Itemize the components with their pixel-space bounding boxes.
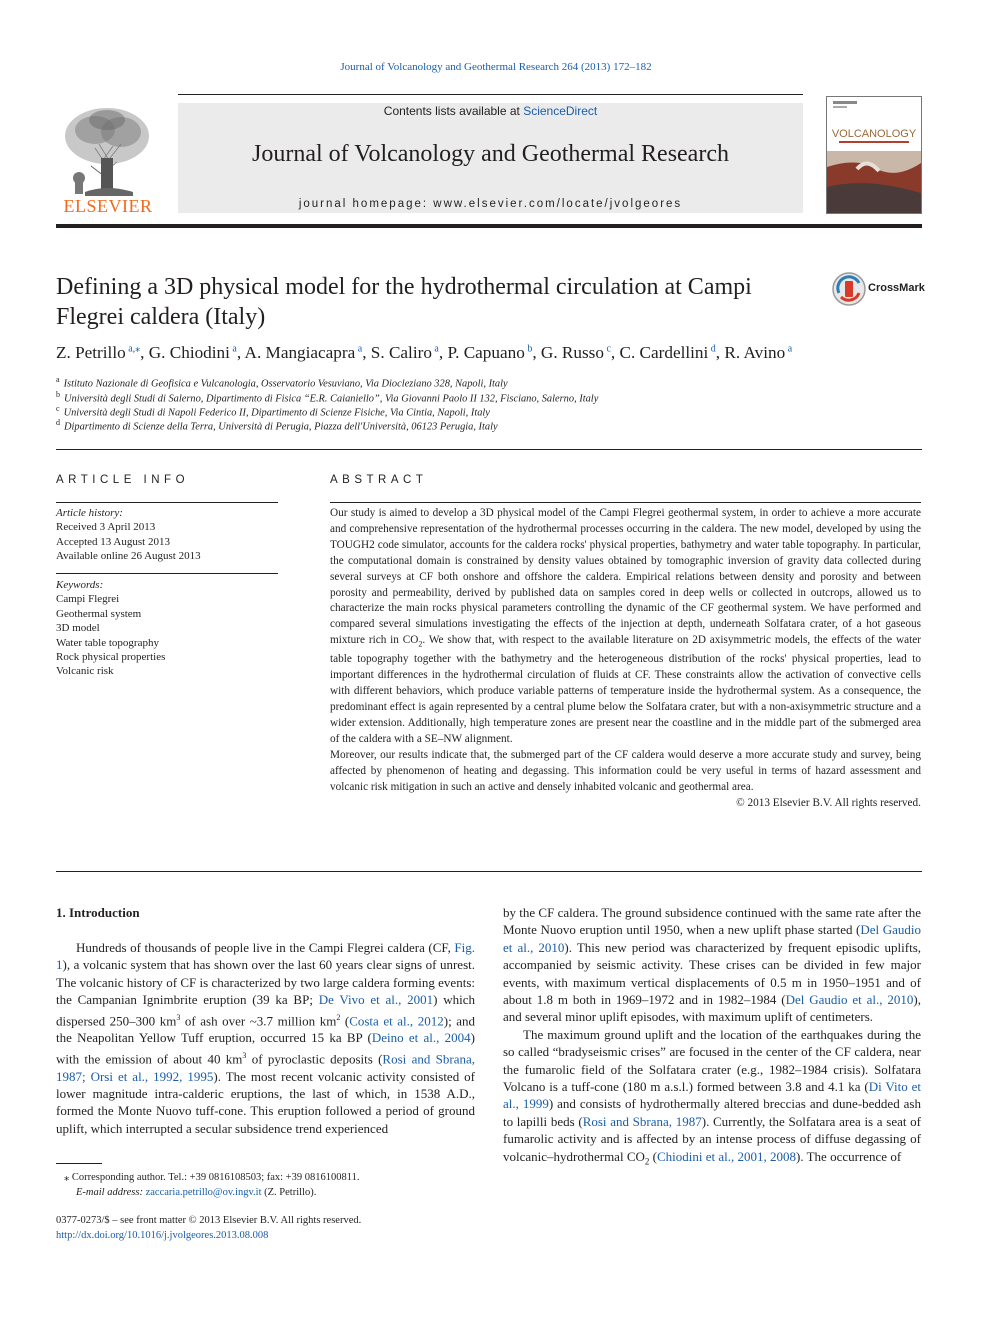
author-separator: ,: [140, 343, 149, 362]
text-run: (: [649, 1148, 657, 1164]
author-affiliation-marker[interactable]: c: [603, 343, 611, 355]
abstract-heading: ABSTRACT: [330, 474, 428, 486]
article-history: [56, 506, 278, 564]
keyword: Rock physical properties: [56, 651, 166, 664]
email-label: E-mail address:: [76, 1187, 146, 1198]
email-link[interactable]: zaccaria.petrillo@ov.ingv.it: [145, 1187, 262, 1198]
author-name: G. Russo: [540, 343, 604, 362]
affiliation-c: [56, 404, 926, 418]
citation-link[interactable]: Del Gaudio et al., 2010: [503, 922, 921, 955]
citation-link[interactable]: De Vivo et al., 2001: [318, 992, 434, 1008]
superscript: 2: [336, 1012, 341, 1022]
affiliation-text: Università degli Studi di Salerno, Dipartimento di Fisica “E.R. Caianiello”, Via Giovanni Paolo II 132, Fisciano, Salerno, Italy: [64, 393, 599, 405]
homepage-prefix: journal homepage:: [298, 198, 434, 210]
author-affiliation-marker[interactable]: b: [524, 343, 533, 355]
article-info-heading: ARTICLE INFO: [56, 474, 190, 486]
affiliation-text: Istituto Nazionale di Geofisica e Vulcanologia, Osservatorio Vesuviano, Via Diocleziano 328, Napoli, Italy: [63, 378, 508, 390]
author-separator: ,: [362, 343, 371, 362]
keyword: Water table topography: [56, 636, 159, 649]
affiliation-text: Università degli Studi di Napoli Federico II, Dipartimento di Scienze Fisiche, Via Cintia, Napoli, Italy: [63, 407, 490, 419]
crossmark-label: CrossMark: [868, 282, 925, 294]
citation-link[interactable]: Rosi and Sbrana, 1987: [582, 1113, 702, 1129]
subscript: 2: [644, 1156, 650, 1167]
author-affiliation-marker[interactable]: a: [355, 343, 363, 355]
abstract-text-b: . We show that, with respect to the available literature on 2D axisymmetric models, the effects of the water table topography together with the bathymetry and the heterogeneous distribution of the rocks' physical properties, lead to important differences in the hydrothermal circulation of fluids at CF. These constraints allow the activation of convective cells with different behaviors, which produce variable patterns of temperature inside the hydrothermal system. As a consequence, the predominant effect is again represented by a central plume below the Solfatara crater, but with a non-axisymmetric structure and a wider extension. Additionally, high temperature zones are present near the coastline and in the middle part of the submerged area of the caldera with a SE–NW alignment.: [330, 634, 921, 745]
abstract-body: [330, 506, 921, 811]
text-run: ). The occurrence of: [796, 1148, 902, 1164]
affiliation-key: c: [56, 404, 60, 413]
text-run: of pyroclastic deposits (: [246, 1051, 383, 1067]
intro-paragraph: [503, 1026, 921, 1171]
intro-paragraph: [503, 904, 921, 1026]
keyword: Volcanic risk: [56, 665, 114, 678]
citation-link[interactable]: Di Vito et al., 1999: [503, 1079, 921, 1112]
cover-image: [827, 97, 921, 213]
author-name: R. Avino: [724, 343, 786, 362]
text-run: ). Currently, the Solfatara area is a seat of fumarolic activity and is affected by an intense process of diffuse degassing of volcanic–hydrothermal CO: [503, 1113, 922, 1164]
email-suffix: (Z. Petrillo).: [261, 1187, 317, 1198]
author-name: Z. Petrillo: [56, 343, 126, 362]
intro-left-column: [56, 939, 475, 1137]
email-line: [64, 1185, 484, 1200]
affiliation-key: a: [56, 375, 60, 384]
elsevier-wordmark: ELSEVIER: [63, 196, 153, 216]
history-online: Available online 26 August 2013: [56, 550, 201, 563]
superscript: 3: [242, 1050, 247, 1060]
citation-link[interactable]: Deino et al., 2004: [371, 1030, 471, 1046]
cover-title: VOLCANOLOGY: [831, 128, 917, 140]
text-run: The maximum ground uplift and the location of the earthquakes during the so called “bradyseismic crises” are focused in the center of the CF caldera, near the fumarolic field of the Solfatara crater (e.g., 1982–1984 crisis). Solfatara Volcano is a tuff-cone (180 m a.s.l.) formed between 3.8 and 4.1 ka (: [503, 1026, 921, 1095]
citation-link[interactable]: Del Gaudio et al., 2010: [785, 992, 914, 1008]
citation-link[interactable]: Rosi and Sbrana, 1987; Orsi et al., 1992, 1995: [56, 1051, 475, 1084]
abstract-paragraph: [330, 506, 921, 748]
divider: [56, 449, 922, 450]
keywords: [56, 578, 278, 679]
history-label: Article history:: [56, 507, 123, 519]
text-run: ), a volcanic system that has shown over the last 60 years clear signs of unrest. The volcanic history of CF is characterized by two large caldera forming events: the Campanian Ignimbrite eruption (39 ka BP;: [56, 957, 475, 1008]
citation-link[interactable]: Costa et al., 2012: [349, 1012, 444, 1028]
article-title: Defining a 3D physical model for the hydrothermal circulation at Campi Flegrei caldera (Italy): [56, 274, 752, 330]
crossmark-badge[interactable]: [831, 271, 926, 307]
author-list: [56, 343, 926, 363]
footnotes: [64, 1170, 484, 1200]
author-name: G. Chiodini: [148, 343, 230, 362]
journal-cover-thumbnail[interactable]: [826, 96, 922, 214]
affiliation-b: [56, 390, 926, 404]
publication-info: [56, 1213, 486, 1243]
affiliation-d: [56, 418, 926, 432]
author-affiliation-marker[interactable]: a: [229, 343, 237, 355]
author-name: P. Capuano: [447, 343, 525, 362]
keyword: 3D model: [56, 622, 100, 635]
author-separator: ,: [236, 343, 245, 362]
intro-right-column: [503, 904, 921, 1171]
text-run: of ash over ~3.7 million km: [180, 1012, 337, 1028]
abstract-copyright: © 2013 Elsevier B.V. All rights reserved.: [736, 796, 921, 809]
text-run: (: [340, 1012, 350, 1028]
corresponding-author-note: ⁎ Corresponding author. Tel.: +39 0816108503; fax: +39 0816100811.: [64, 1172, 360, 1183]
affiliation-text: Dipartimento di Scienze della Terra, Università di Perugia, Piazza dell'Università, 06123 Perugia, Italy: [64, 421, 498, 433]
keywords-label: Keywords:: [56, 579, 104, 591]
citation-link[interactable]: Fig. 1: [56, 940, 475, 973]
author-separator: ,: [438, 343, 448, 362]
superscript: 3: [176, 1012, 181, 1022]
keyword: Campi Flegrei: [56, 593, 120, 606]
abstract-paragraph: Moreover, our results indicate that, the submerged part of the CF caldera would deserve a more accurate study and survey, being affected by phenomenon of heating and degassing. This information could be very useful in terms of hazard assessment and volcanic risk mitigation in such an active and densely inhabited volcanic and geothermal area.: [330, 748, 921, 793]
text-run: ). The most recent volcanic activity consisted of lower magnitude intra-calderic eruptions, the last of which, in 1538 A.D., formed the Monte Nuovo tuff-cone. This eruption followed a period of ground uplift, which interrupted a secular subsidence trend experienced: [56, 1068, 475, 1136]
intro-paragraph: [56, 939, 475, 1137]
divider: [56, 871, 922, 872]
footnote-rule: [56, 1163, 102, 1164]
divider: [56, 573, 278, 574]
author-affiliation-marker[interactable]: d: [708, 343, 716, 355]
sciencedirect-link[interactable]: ScienceDirect: [523, 104, 598, 118]
text-run: ) and consists of hydrothermally altered breccias and dune-bedded ash to lapilli beds (: [503, 1096, 921, 1129]
journal-reference[interactable]: Journal of Volcanology and Geothermal Research 264 (2013) 172–182: [340, 61, 652, 73]
divider: [330, 502, 921, 503]
text-run: ); and the Neapolitan Yellow Tuff eruption, occurred 15 ka BP (: [56, 1012, 475, 1046]
history-received: Received 3 April 2013: [56, 521, 156, 534]
affiliation-key: d: [56, 418, 60, 427]
author-affiliation-marker[interactable]: a: [785, 343, 793, 355]
doi-link[interactable]: http://dx.doi.org/10.1016/j.jvolgeores.2013.08.008: [56, 1230, 269, 1241]
text-run: ), and several minor uplift episodes, with maximum uplift of centimeters.: [503, 992, 921, 1025]
author-affiliation-marker[interactable]: a,⁎: [125, 343, 141, 355]
history-accepted: Accepted 13 August 2013: [56, 535, 170, 548]
text-run: ) with the emission of about 40 km: [56, 1030, 475, 1067]
contents-prefix: Contents lists available at: [383, 104, 524, 118]
keyword: Geothermal system: [56, 607, 142, 620]
text-run: Hundreds of thousands of people live in the Campi Flegrei caldera (CF,: [76, 940, 455, 955]
header-top-rule: [178, 94, 803, 95]
crossmark-icon: [831, 271, 867, 307]
author-name: A. Mangiacapra: [244, 343, 356, 362]
author-name: S. Caliro: [370, 343, 432, 362]
affiliation-key: b: [56, 390, 60, 399]
author-separator: ,: [532, 343, 541, 362]
author-separator: ,: [715, 343, 725, 362]
citation-link[interactable]: Chiodini et al., 2001, 2008: [656, 1148, 797, 1164]
text-run: ). This new period was characterized by frequent episodic uplifts, accompanied by seismic activity. These crises can be divided in few major events, with maximum vertical displacements of 0.5 m in 1950–1951 and of about 1.8 m both in 1969–1972 and in 1982–1984 (: [503, 939, 922, 1008]
homepage-link[interactable]: www.elsevier.com/locate/jvolgeores: [433, 198, 683, 210]
author-name: C. Cardellini: [619, 343, 709, 362]
contents-line: [178, 104, 803, 118]
author-separator: ,: [610, 343, 620, 362]
abstract-text-a: Our study is aimed to develop a 3D physical model of the Campi Flegrei geothermal system, in order to achieve a more accurate and comprehensive representation of the hydrothermal processes occurring in the caldera. The new model, developed by using the TOUGH2 code simulator, accounts for the caldera rocks' physical properties, bathymetry and water table topography. In particular, the computational domain is constrained by density values obtained by tomographic inversion of gravity data collected during several surveys at CF both onshore and offshore the caldera. Empirical relations between density and porosity and between porosity and permeability, derived by published data on samples cored in deep wells or collected in outcrops, allowed us to characterize the main rocks physical parameters controlling the dynamic of the CF geothermal system. We have performed and compared several simulations investigating the effects of the injection at depth, underneath Solfatara crater, of a hot gaseous mixture rich in CO: [330, 507, 921, 647]
issn-line: 0377-0273/$ – see front matter © 2013 Elsevier B.V. All rights reserved.: [56, 1215, 362, 1226]
section-heading-introduction: 1. Introduction: [56, 905, 140, 920]
text-run: by the CF caldera. The ground subsidence continued with the same rate after the Monte Nuovo eruption until 1950, when a new uplift phase started (: [503, 905, 921, 938]
abstract-subscript: 2: [418, 639, 423, 649]
author-affiliation-marker[interactable]: a: [431, 343, 439, 355]
divider: [56, 502, 278, 503]
journal-homepage: [178, 198, 803, 210]
text-run: ) which dispersed 250–300 km: [56, 992, 475, 1028]
header-bottom-rule: [56, 224, 922, 228]
affiliation-a: [56, 375, 926, 389]
journal-title: Journal of Volcanology and Geothermal Research: [252, 141, 729, 167]
